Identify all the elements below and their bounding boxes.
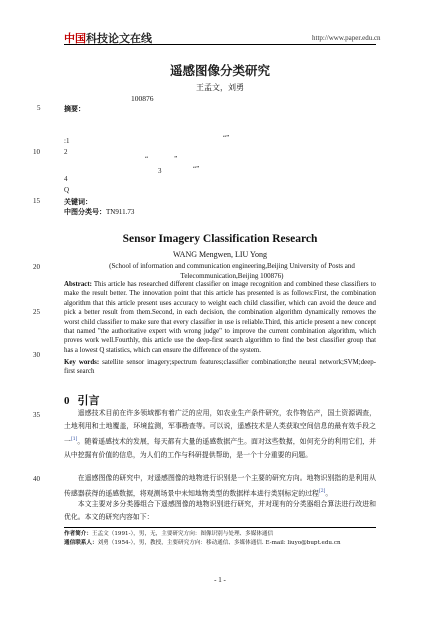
- abstract-en: [64, 280, 376, 355]
- paragraph-text: 遥感技术目前在许多领域都有着广泛的应用，如农业生产条件研究，农作物估产，国土资源调查，土地利用和土地覆盖，环境监测，军事勘查等。可以说，遥感技术是人类获取空间信息的最有效手段之一: [64, 409, 376, 446]
- abstract-cn-label: 摘要：: [64, 105, 85, 113]
- paper-title-cn: 遥感图像分类研究: [169, 63, 270, 78]
- classification-cn-label: 中图分类号：: [64, 208, 106, 216]
- paragraph-text: 。: [325, 489, 333, 498]
- line-number-30: 30: [33, 351, 40, 359]
- intro-paragraph-3: 本文主要对多分类器组合下遥感图像的地物识别进行研究，并对现有的分类器组合算法进行改进和优化。本文的研究内容如下：: [64, 500, 376, 522]
- line-number-40: 40: [33, 475, 40, 483]
- abstract-fragment: :1: [64, 137, 70, 145]
- paper-title-en: Sensor Imagery Classification Research: [122, 233, 318, 245]
- header-rule: [64, 44, 376, 45]
- abstract-fragment: “”: [223, 134, 230, 142]
- intro-paragraph-2: [64, 472, 376, 501]
- line-number-5: 5: [37, 104, 41, 112]
- abstract-fragment: 2: [64, 148, 68, 156]
- abstract-fragment: 4: [64, 175, 68, 183]
- line-number-25: 25: [33, 308, 40, 316]
- abstract-fragment: “”: [145, 155, 204, 163]
- logo-red-text: 中国: [64, 32, 86, 45]
- authors-en: WANG Mengwen, LIU Yong: [173, 250, 267, 259]
- affiliation-en: (School of information and communication engineering,Beijing University of Posts and Telecommunication,Beijing 100876): [109, 262, 355, 280]
- section-heading-intro: [64, 392, 100, 408]
- keywords-en-text: satellite sensor imagery;spectrum features;classifier combination;the neural network;SVM;deep-first search: [64, 359, 377, 376]
- abstract-fragment: Q: [64, 186, 70, 194]
- site-url: http://www.paper.edu.cn: [312, 34, 381, 42]
- abstract-en-label: Abstract:: [64, 281, 92, 288]
- paragraph-text: 在遥感图像的研究中，对遥感图像的地物进行识别是一个主要的研究方向。地物识别指的是利用从传感器获得的遥感数据，将观测场景中未知地物类型的数据样本进行类别标定的过程: [64, 474, 376, 498]
- classification-cn-value: TN911.73: [106, 208, 135, 216]
- footnote-author: [64, 531, 376, 539]
- footnote-author-label: 作者简介：: [64, 531, 92, 537]
- citation-2[interactable]: [2]: [318, 489, 326, 495]
- abstract-fragment: “”: [193, 165, 200, 173]
- line-number-35: 35: [33, 411, 40, 419]
- paragraph-text: 。随着遥感技术的发展，每天都有大量的遥感数据产生。面对这些数据，如何充分的利用它们，并从中挖掘有价值的信息，为人们的工作与科研提供帮助，是一个十分重要的问题。: [64, 437, 377, 459]
- footnote-contact-label: 通信联系人：: [64, 540, 98, 546]
- footnote-author-text: 王孟文（1991-），男，无，主要研究方向：图像识别与处理、多媒体通信: [91, 531, 274, 537]
- section-title: 引言: [77, 394, 100, 407]
- line-number-15: 15: [33, 197, 40, 205]
- footnote-rule: [64, 527, 376, 528]
- abstract-en-text: This article has researched different classifier on image recognition and combined these classifiers to make the result better. The innovation point that this article has presented is as follows:First, the combination algorithm that this article present uses accuracy to weight each child classifier, which can avoid the deuce and pick a better result from them.Second, in each decision, the combination algorithm dynamically removes the worst child classifier to make sure that every classifier in use is reliable.Third, this article present a new concept that named "the authoritative expert with wrong judge" to improve the current combination algorithm, which proves work well.Fourthly, this article use the deep-first search algorithm to find the best classifier group that has a lowest Q statistics, which can ensure the difference of the system.: [64, 281, 376, 354]
- authors-cn: 王孟文，刘勇: [196, 83, 244, 92]
- keywords-en-label: Key words:: [64, 359, 100, 366]
- keywords-cn-label: 关键词：: [64, 198, 92, 206]
- classification-cn: [64, 207, 134, 217]
- postcode-cn: 100876: [131, 94, 154, 103]
- footnote-contact-text: 刘勇（1954-），男，教授，主要研究方向：移动通信、多媒体通信. E-mail: liuyo@bupt.edu.cn: [97, 540, 341, 546]
- logo-dark-text: 科技论文在线: [86, 32, 152, 45]
- section-number: 0: [64, 395, 70, 407]
- page-number: - 1 -: [214, 576, 226, 584]
- footnote-contact: [64, 540, 376, 548]
- citation-1[interactable]: [1]: [70, 437, 78, 443]
- keywords-en: [64, 358, 376, 377]
- line-number-10: 10: [33, 148, 40, 156]
- abstract-fragment: 3: [158, 167, 162, 175]
- intro-paragraph-1: [64, 407, 376, 462]
- line-number-20: 20: [33, 263, 40, 271]
